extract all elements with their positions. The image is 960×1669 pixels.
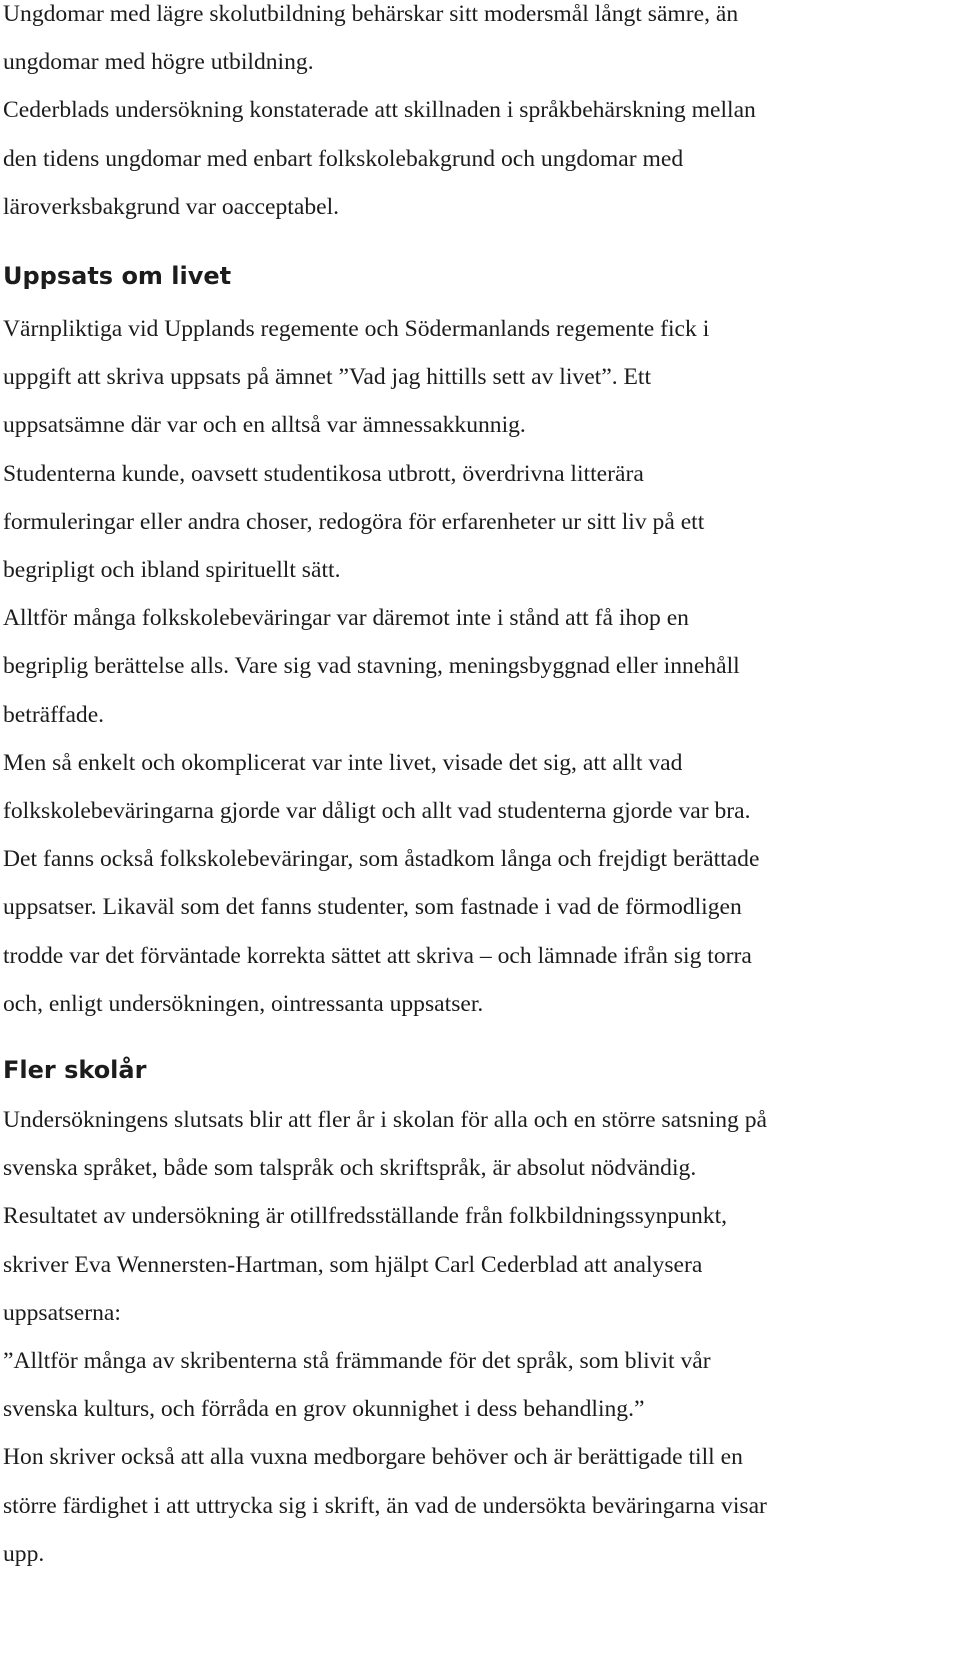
text-line: uppsatsämne där var och en alltså var ämnessakkunnig. xyxy=(3,412,526,439)
text-line: den tidens ungdomar med enbart folkskolebakgrund och ungdomar med xyxy=(3,145,684,172)
quote-line: svenska kulturs, och förråda en grov okunnighet i dess behandling.” xyxy=(3,1396,645,1423)
text-line: större färdighet i att uttrycka sig i skrift, än vad de undersökta beväringarna visar xyxy=(3,1492,767,1519)
text-line: Men så enkelt och okomplicerat var inte livet, visade det sig, att allt vad xyxy=(3,749,683,776)
section1-body xyxy=(3,305,759,1028)
text-line: svenska språket, både som talspråk och skriftspråk, är absolut nödvändig. xyxy=(3,1155,697,1182)
text-line: Resultatet av undersökning är otillfredsställande från folkbildningssynpunkt, xyxy=(3,1203,728,1230)
text-line: och, enligt undersökningen, ointressanta uppsatser. xyxy=(3,990,484,1017)
quote-line: ”Alltför många av skribenterna stå främmande för det språk, som blivit vår xyxy=(3,1348,711,1375)
text-line: uppsatserna: xyxy=(3,1299,121,1326)
text-line: beträffade. xyxy=(3,701,105,728)
text-line: Ungdomar med lägre skolutbildning behärskar sitt modersmål långt sämre, än xyxy=(3,1,739,27)
section-heading-uppsats-om-livet: Uppsats om livet xyxy=(3,262,232,290)
text-line: trodde var det förväntade korrekta sättet att skriva – och lämnade ifrån sig torra xyxy=(3,942,752,969)
text-line: ungdomar med högre utbildning. xyxy=(3,49,314,76)
text-line: begriplig berättelse alls. Vare sig vad stavning, meningsbyggnad eller innehåll xyxy=(3,653,740,680)
section2-body xyxy=(3,1096,767,1578)
section-heading-fler-skolar: Fler skolår xyxy=(3,1056,147,1084)
text-line: Det fanns också folkskolebeväringar, som åstadkom långa och frejdigt berättade xyxy=(3,846,760,873)
text-line: begripligt och ibland spirituellt sätt. xyxy=(3,557,341,584)
text-line: uppsatser. Likaväl som det fanns studenter, som fastnade i vad de förmodligen xyxy=(3,894,742,921)
intro-paragraph xyxy=(3,0,756,231)
text-line: upp. xyxy=(3,1540,45,1567)
text-line: Studenterna kunde, oavsett studentikosa utbrott, överdrivna litterära xyxy=(3,460,644,487)
text-line: Värnpliktiga vid Upplands regemente och Södermanlands regemente fick i xyxy=(3,316,710,342)
text-line: folkskolebeväringarna gjorde var dåligt och allt vad studenterna gjorde var bra. xyxy=(3,798,751,825)
text-line: Alltför många folkskolebeväringar var däremot inte i stånd att få ihop en xyxy=(3,605,689,632)
text-line: läroverksbakgrund var oacceptabel. xyxy=(3,193,340,220)
text-line: Cederblads undersökning konstaterade att skillnaden i språkbehärskning mellan xyxy=(3,97,756,124)
text-line: Hon skriver också att alla vuxna medborgare behöver och är berättigade till en xyxy=(3,1444,743,1471)
text-line: skriver Eva Wennersten-Hartman, som hjälpt Carl Cederblad att analysera xyxy=(3,1251,703,1278)
text-line: Undersökningens slutsats blir att fler år i skolan för alla och en större satsning på xyxy=(3,1107,767,1133)
text-line: formuleringar eller andra choser, redogöra för erfarenheter ur sitt liv på ett xyxy=(3,508,705,535)
text-line: uppgift att skriva uppsats på ämnet ”Vad jag hittills sett av livet”. Ett xyxy=(3,364,652,391)
